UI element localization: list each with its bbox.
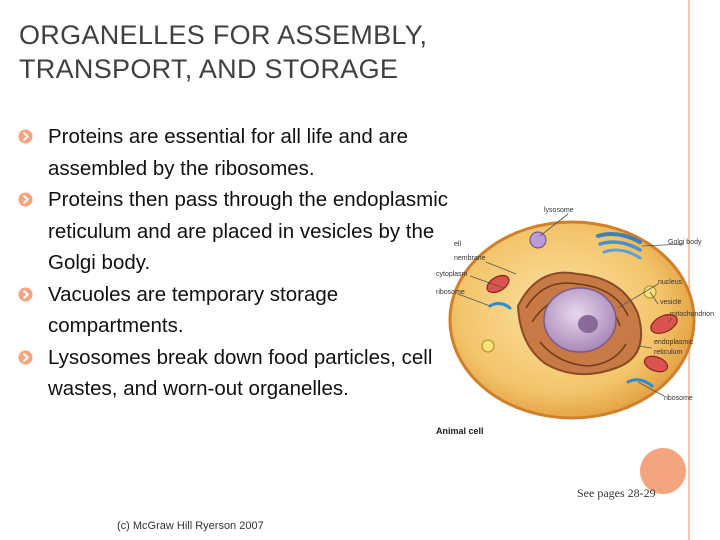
bullet-item	[18, 279, 448, 342]
label-endoplasmic-1: endoplasmic	[654, 339, 694, 346]
label-cell-membrane-2: nembrane	[454, 255, 486, 262]
copyright-footer: (c) McGraw Hill Ryerson 2007	[117, 520, 264, 532]
label-lysosome: lysosome	[544, 207, 574, 214]
nucleolus	[578, 315, 598, 333]
bullet-arrow-icon	[18, 350, 33, 365]
slide-title	[19, 18, 519, 86]
bullet-arrow-icon	[18, 287, 33, 302]
bullet-text: Lysosomes break down food particles, cell wastes, and worn-out organelles.	[48, 345, 433, 400]
label-cell-membrane-1: ell	[454, 241, 462, 248]
label-ribosome-left: ribosome	[436, 289, 465, 296]
bullet-item	[18, 342, 448, 405]
bullet-item	[18, 184, 448, 279]
figure-caption: Animal cell	[436, 426, 484, 436]
animal-cell-diagram	[428, 196, 720, 442]
bullet-item	[18, 121, 448, 184]
bullet-arrow-icon	[18, 192, 33, 207]
label-ribosome-right: ribosome	[664, 395, 693, 402]
label-nucleus: nucleus	[658, 279, 683, 286]
bullet-arrow-icon	[18, 129, 33, 144]
bullet-list	[18, 121, 448, 405]
label-vesicle: vesicle	[660, 299, 682, 306]
label-golgi: Golgi body	[668, 239, 702, 246]
slide-title-line-2: TRANSPORT, AND STORAGE	[19, 54, 399, 84]
lysosome	[530, 232, 546, 248]
bullet-text: Proteins are essential for all life and are assembled by the ribosomes.	[48, 125, 409, 180]
pages-reference: See pages 28-29	[577, 486, 656, 500]
label-mitochondrion: mitochondrion	[670, 311, 714, 318]
label-endoplasmic-2: reticulum	[654, 349, 683, 356]
slide-title-line-1: ORGANELLES FOR ASSEMBLY,	[19, 20, 428, 50]
bullet-text: Vacuoles are temporary storage compartments.	[48, 282, 339, 337]
bullet-text: Proteins then pass through the endoplasmic reticulum and are placed in vesicles by the Golgi body.	[48, 188, 449, 274]
label-cytoplasm: cytoplasm	[436, 271, 468, 278]
